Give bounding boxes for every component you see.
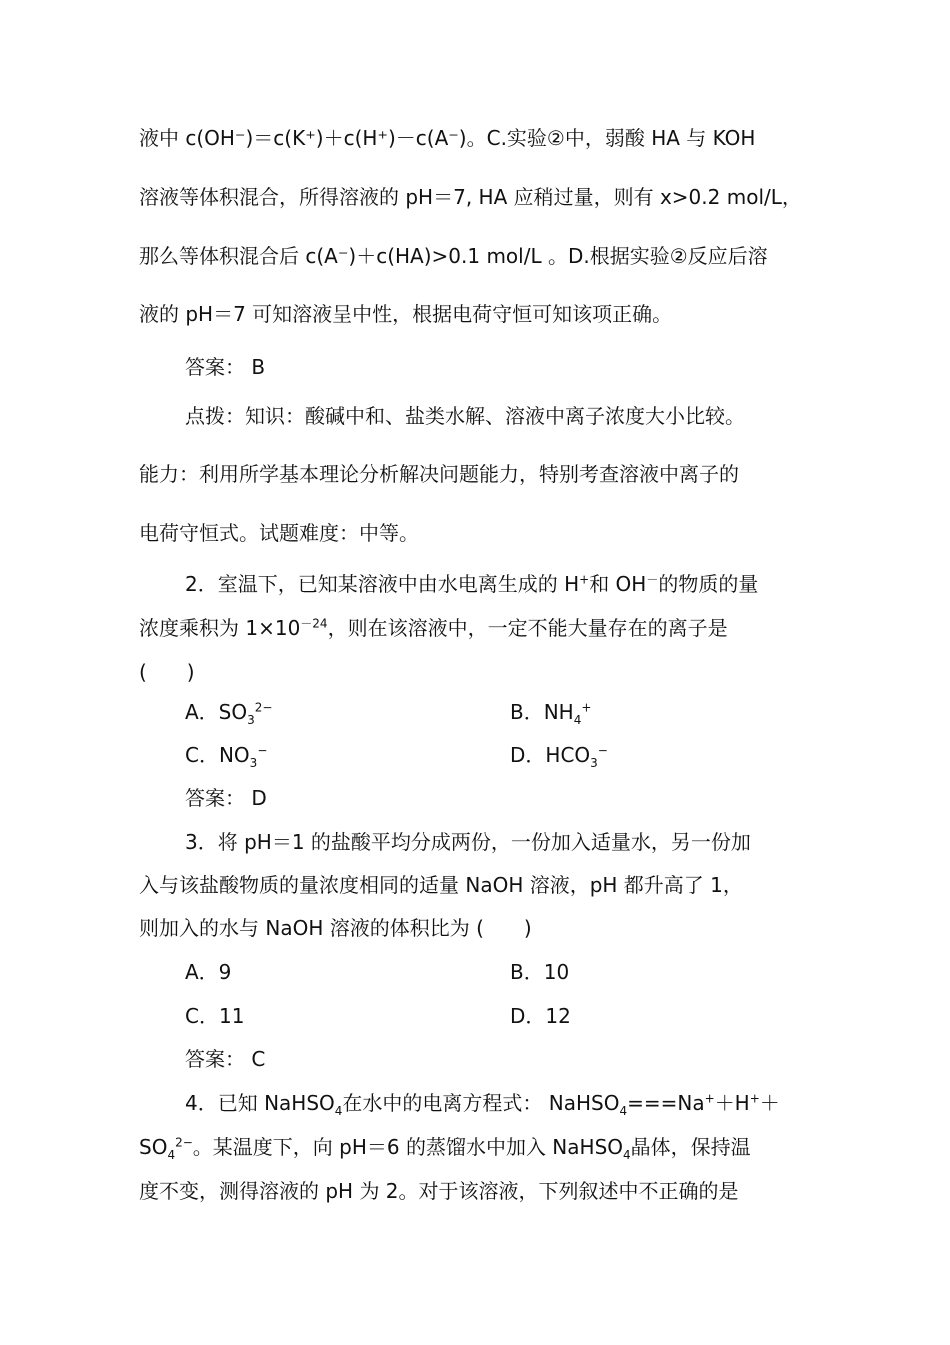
q4-text: ===Na: [627, 1091, 705, 1115]
subscript: 4: [619, 1104, 628, 1118]
q3-option-d: D．12: [510, 1004, 571, 1028]
subscript: 3: [249, 756, 258, 770]
q2-text: 和 OH: [589, 572, 647, 596]
subscript: 4: [167, 1148, 176, 1162]
q3-answer: 答案： C: [185, 1047, 266, 1071]
subscript: 3: [590, 756, 598, 770]
q4-text: 4．已知 NaHSO: [185, 1091, 335, 1115]
prev-text-line-2: 溶液等体积混合，所得溶液的 pH＝7, HA 应稍过量，则有 x>0.2 mol/L，: [139, 185, 802, 209]
q2-text: 2．室温下，已知某溶液中由水电离生成的 H: [185, 572, 580, 596]
q4-stem-line-1: [185, 1089, 865, 1117]
q2-superscript: +: [579, 572, 590, 587]
q4-text: 在水中的电离方程式： NaHSO: [342, 1091, 620, 1115]
prev-tip-ability: 能力：利用所学基本理论分析解决问题能力，特别考查溶液中离子的: [139, 462, 739, 486]
prev-text-line-3: 那么等体积混合后 c(A⁻)＋c(HA)>0.1 mol/L 。D.根据实验②反应后溶: [139, 244, 768, 268]
option-label: C．NO: [185, 743, 250, 767]
q2-exponent: －24: [300, 616, 328, 631]
subscript: 4: [623, 1148, 631, 1162]
q4-text: SO: [139, 1135, 168, 1159]
q2-option-a: [185, 698, 272, 726]
q2-text: 浓度乘积为 1×10: [139, 616, 301, 640]
prev-text-line-4: 液的 pH＝7 可知溶液呈中性，根据电荷守恒可知该项正确。: [139, 302, 673, 326]
prev-tip-knowledge: 点拨：知识：酸碱中和、盐类水解、溶液中离子浓度大小比较。: [185, 404, 745, 428]
q2-answer-blank: ( ): [139, 660, 195, 684]
q2-superscript: －: [646, 572, 659, 587]
q2-answer: 答案： D: [185, 786, 267, 810]
superscript: +: [581, 700, 592, 715]
q2-text: ，则在该溶液中，一定不能大量存在的离子是: [327, 616, 728, 640]
q2-option-c: [185, 741, 267, 769]
q3-stem-line-3: 则加入的水与 NaOH 溶液的体积比为 ( ): [139, 916, 532, 940]
option-label: A．SO: [185, 700, 248, 724]
q2-option-d: [510, 741, 608, 769]
q2-stem-line-2: [139, 614, 819, 642]
prev-answer: 答案： B: [185, 355, 266, 379]
q4-text: ＋: [759, 1091, 780, 1115]
subscript: 4: [334, 1104, 343, 1118]
q4-text: ＋H: [714, 1091, 750, 1115]
superscript: −: [597, 743, 608, 758]
q2-text: 的物质的量: [658, 572, 759, 596]
q2-option-b: [510, 698, 591, 726]
option-label: D．HCO: [510, 743, 591, 767]
q4-text: 。某温度下，向 pH＝6 的蒸馏水中加入 NaHSO: [192, 1135, 624, 1159]
prev-tip-difficulty: 电荷守恒式。试题难度：中等。: [139, 521, 419, 545]
superscript: +: [749, 1091, 760, 1106]
subscript: 4: [573, 713, 582, 727]
superscript: −: [257, 743, 268, 758]
superscript: 2−: [175, 1135, 193, 1150]
q3-stem-line-2: 入与该盐酸物质的量浓度相同的适量 NaOH 溶液，pH 都升高了 1，: [139, 873, 743, 897]
option-label: B．NH: [510, 700, 574, 724]
prev-text-line-1: 液中 c(OH⁻)＝c(K⁺)＋c(H⁺)－c(A⁻)。C.实验②中，弱酸 HA 与 KOH: [139, 126, 756, 150]
subscript: 3: [247, 713, 255, 727]
q3-option-b: B．10: [510, 960, 570, 984]
q3-option-a: A．9: [185, 960, 232, 984]
q2-stem-line-1: [185, 570, 865, 598]
q3-stem-line-1: 3．将 pH＝1 的盐酸平均分成两份，一份加入适量水，另一份加: [185, 830, 751, 854]
q3-option-c: C．11: [185, 1004, 245, 1028]
superscript: +: [704, 1091, 715, 1106]
q4-stem-line-2: [139, 1133, 819, 1161]
q4-stem-line-3: 度不变，测得溶液的 pH 为 2。对于该溶液，下列叙述中不正确的是: [139, 1179, 739, 1203]
q4-text: 晶体，保持温: [630, 1135, 751, 1159]
superscript: 2−: [254, 700, 273, 715]
